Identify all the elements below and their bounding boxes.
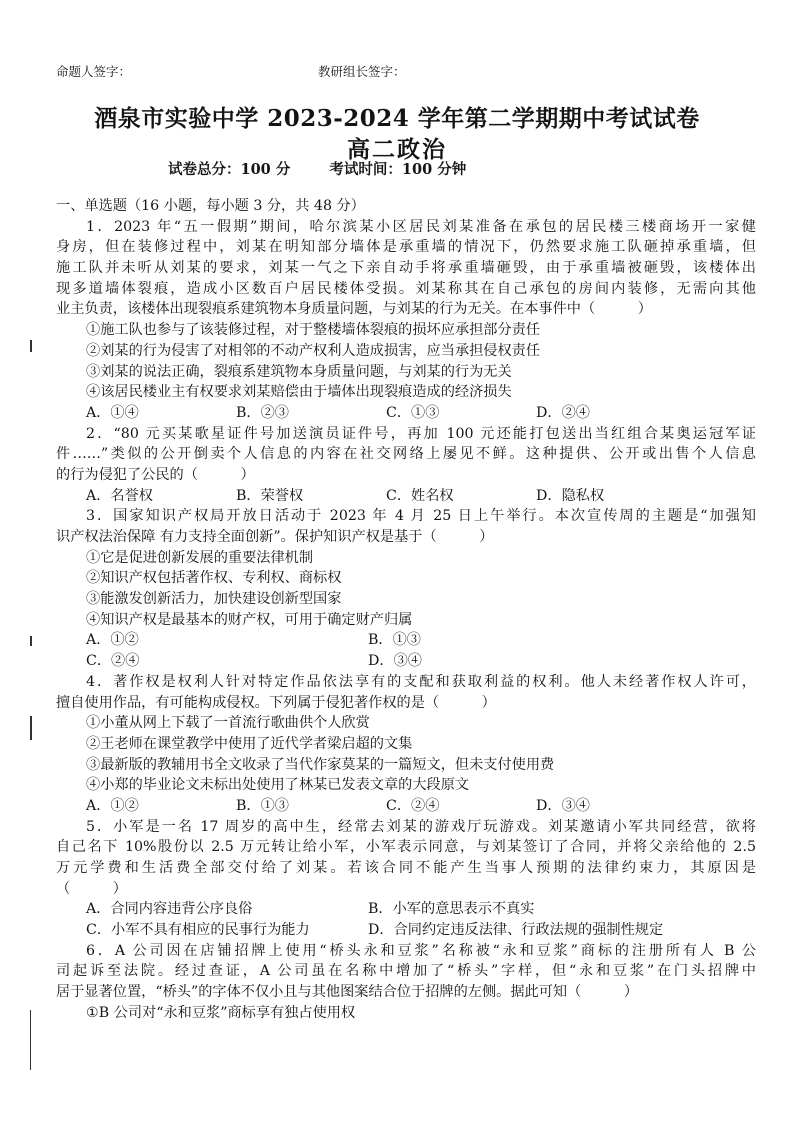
question-text: 2．“80 元买某歌星证件号加送演员证件号，再加 100 元还能打包送出当红组合某奥运冠军证 [86, 425, 756, 442]
binding-mark [30, 1010, 31, 1070]
question-text: 6．A 公司因在店铺招牌上使用“桥头永和豆浆”名称被“永和豆浆”商标的注册所有人 B 公 [86, 942, 756, 959]
answer-options [56, 899, 756, 920]
option-c: C．①③ [386, 404, 440, 421]
question-text: 身房，但在装修过程中，刘某在明知部分墙体是承重墙的情况下，仍然要求施工队砸掉承重墙，但 [56, 239, 756, 256]
option-d: D．③④ [536, 797, 590, 814]
answer-options [56, 796, 756, 817]
option-a: A．合同内容违背公序良俗 [86, 901, 253, 918]
question-5 [56, 817, 756, 941]
question-text: 施工队并未听从刘某的要求，刘某一气之下亲自动手将承重墙砸毁，由于承重墙被砸毁，该楼体出 [56, 260, 756, 277]
question-text: 现多道墙体裂痕，造成小区数百户居民楼体受损。刘某称其在自己承包的房间内装修，无需向其他 [56, 280, 756, 297]
setter-signature-label: 命题人签字： [56, 64, 132, 79]
answer-options [56, 630, 756, 651]
question-text: 1．2023 年“五一假期”期间，哈尔滨某小区居民刘某准备在承包的居民楼三楼商场开一家健 [86, 218, 756, 235]
option-d: D．合同约定违反法律、行政法规的强制性规定 [368, 922, 664, 939]
question-text: 5．小军是一名 17 周岁的高中生，经常去刘某的游戏厅玩游戏。刘某邀请小军共同经营，欲将 [86, 818, 756, 835]
option-b: B．小军的意思表示不真实 [368, 901, 535, 918]
answer-options [56, 403, 756, 424]
exam-body [56, 196, 756, 1024]
question-text: 居于显著位置，“桥头”的字体不仅小且与其他图案结合位于招牌的左侧。据此可知（ ） [56, 984, 639, 1001]
answer-options [56, 651, 756, 672]
binding-mark [30, 340, 32, 352]
option-c: C．②④ [386, 797, 440, 814]
statement: ③刘某的说法正确，裂痕系建筑物本身质量问题，与刘某的行为无关 [86, 363, 512, 380]
statement: ③能激发创新活力，加快建设创新型国家 [86, 591, 342, 608]
exam-meta [168, 158, 500, 179]
question-text: 3．国家知识产权局开放日活动于 2023 年 4 月 25 日上午举行。本次宣传周的主题是“加强知 [86, 508, 756, 525]
statement: ②知识产权包括著作权、专利权、商标权 [86, 570, 342, 587]
statement: ①它是促进创新发展的重要法律机制 [86, 549, 314, 566]
question-3 [56, 506, 756, 672]
binding-mark [30, 636, 32, 646]
section-heading: 一、单选题（16 小题，每小题 3 分，共 48 分） [56, 198, 365, 214]
answer-options [56, 486, 756, 507]
question-text: 识产权法治保障 有力支持全面创新”。保护知识产权是基于（ ） [56, 529, 494, 545]
option-b: B．①③ [368, 632, 421, 649]
option-c: C．小军不具有相应的民事行为能力 [86, 922, 310, 939]
exam-time: 考试时间：100 分钟 [329, 161, 467, 178]
option-b: B．②③ [236, 404, 289, 421]
statement: ④小郑的毕业论文未标出处使用了林某已发表文章的大段原文 [86, 777, 470, 794]
question-2 [56, 424, 756, 507]
leader-signature-label: 教研组长签字： [318, 64, 406, 79]
question-text: 件……”类似的公开倒卖个人信息的内容在社交网络上屡见不鲜。这种提供、公开或出售个人信息 [56, 446, 756, 463]
option-d: D．③④ [368, 653, 422, 670]
question-text: 的行为侵犯了公民的（ ） [56, 466, 255, 483]
question-text: 4．著作权是权利人针对特定作品依法享有的支配和获取利益的权利。他人未经著作权人许可， [86, 673, 756, 690]
question-text: 擅自使用作品，有可能构成侵权。下列属于侵犯著作权的是（ ） [56, 694, 496, 711]
option-d: D．②④ [536, 404, 590, 421]
question-text: 司起诉至法院。经过查证，A 公司虽在名称中增加了“桥头”字样，但“永和豆浆”在门头招牌中 [56, 963, 756, 980]
option-a: A．①② [86, 632, 139, 649]
total-score: 试卷总分：100 分 [168, 161, 291, 178]
question-text: 万元学费和生活费全部交付给了刘某。若该合同不能产生当事人预期的法律约束力，其原因是 [56, 860, 756, 876]
question-text: 业主负责，该楼体出现裂痕系建筑物本身质量问题，与刘某的行为无关。在本事件中（ ） [56, 301, 652, 318]
option-a: A．①④ [86, 404, 139, 421]
statement: ②王老师在课堂教学中使用了近代学者梁启超的文集 [86, 735, 413, 752]
option-b: B．荣誉权 [236, 487, 304, 504]
option-c: C．姓名权 [386, 487, 454, 504]
statement: ④知识产权是最基本的财产权，可用于确定财产归属 [86, 611, 413, 628]
option-c: C．②④ [86, 653, 140, 670]
option-a: A．名誉权 [86, 487, 153, 504]
statement: ①B 公司对“永和豆浆”商标享有独占使用权 [86, 1004, 356, 1021]
option-d: D．隐私权 [536, 487, 605, 504]
statement: ④该居民楼业主有权要求刘某赔偿由于墙体出现裂痕造成的经济损失 [86, 384, 512, 401]
option-b: B．①③ [236, 797, 289, 814]
statement: ①施工队也参与了该装修过程，对于整楼墙体裂痕的损坏应承担部分责任 [86, 322, 541, 339]
statement: ①小董从网上下载了一首流行歌曲供个人欣赏 [86, 715, 370, 732]
binding-mark [30, 716, 32, 740]
question-text: （ ） [56, 880, 127, 897]
exam-subject: 高二政治 [347, 136, 447, 163]
option-a: A．①② [86, 797, 139, 814]
question-text: 自己名下 10%股份以 2.5 万元转让给小军，小军表示同意，与刘某签订了合同，并将父亲给他的 2.5 [56, 839, 756, 856]
question-6 [56, 941, 756, 1024]
answer-options [56, 920, 756, 941]
statement: ②刘某的行为侵害了对相邻的不动产权利人造成损害，应当承担侵权责任 [86, 342, 541, 359]
question-4 [56, 672, 756, 817]
question-1 [56, 217, 756, 424]
exam-title: 酒泉市实验中学 2023-2024 学年第二学期期中考试试卷 [94, 105, 700, 132]
statement: ③最新版的教辅用书全文收录了当代作家莫某的一篇短文，但未支付使用费 [86, 756, 555, 773]
